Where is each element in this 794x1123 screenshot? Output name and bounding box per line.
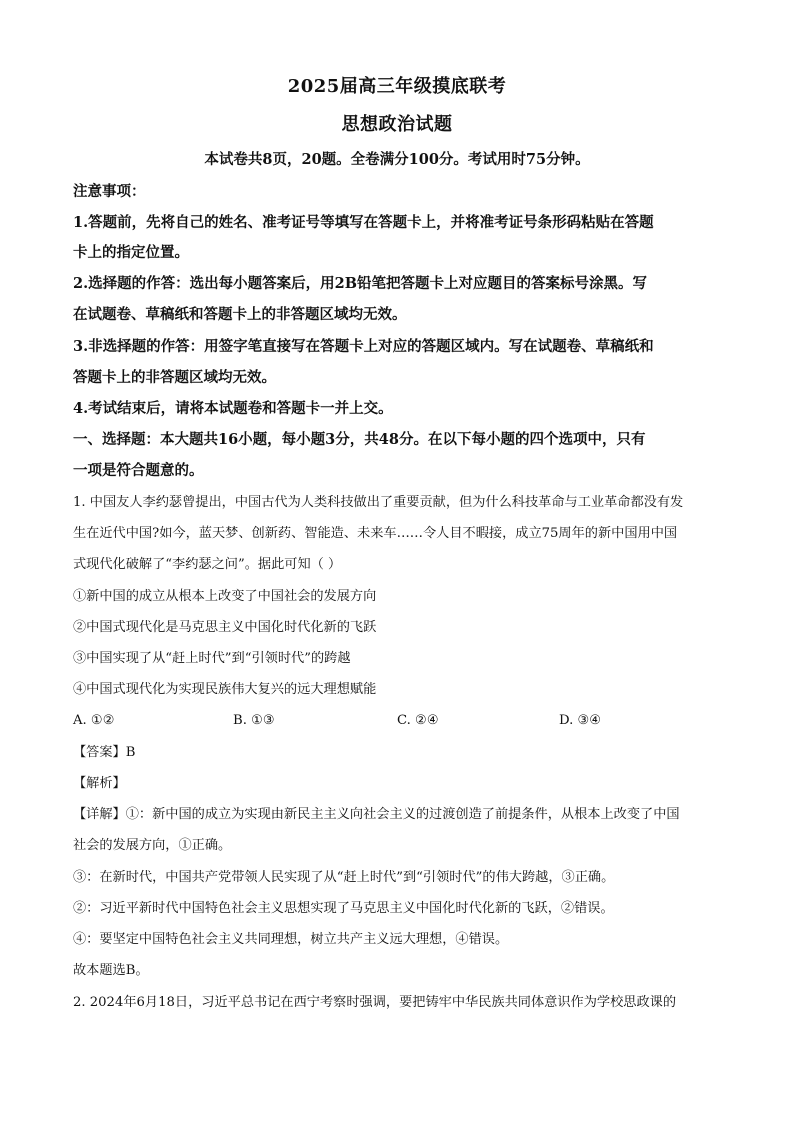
notice-line: 2.选择题的作答：选出每小题答案后，用2B铅笔把答题卡上对应题目的答案标号涂黑。写 <box>73 275 647 292</box>
option-c: C. ②④ <box>397 713 439 728</box>
notice-line: 4.考试结束后，请将本试题卷和答题卡一并上交。 <box>73 400 393 417</box>
question-stem: 2. 2024年6月18日，习近平总书记在西宁考察时强调，要把铸牢中华民族共同体意识作为学校思政课的 <box>73 995 677 1010</box>
statement: ③中国实现了从“赶上时代”到“引领时代”的跨越 <box>73 651 351 666</box>
exam-title: 2025届高三年级摸底联考 <box>287 76 507 97</box>
notice-line: 卡上的指定位置。 <box>73 244 189 261</box>
analysis-line: 【详解】①：新中国的成立为实现由新民主主义向社会主义的过渡创造了前提条件，从根本上改变了中国 <box>73 807 680 822</box>
section-heading: 一项是符合题意的。 <box>73 462 204 479</box>
question-stem: 生在近代中国?如今，蓝天梦、创新药、智能造、未来车……令人目不暇接，成立75周年的新中国用中国 <box>73 526 678 541</box>
option-d: D. ③④ <box>559 713 602 728</box>
statement: ④中国式现代化为实现民族伟大复兴的远大理想赋能 <box>73 682 377 697</box>
notice-heading: 注意事项： <box>73 183 146 200</box>
question-stem: 式现代化破解了“李约瑟之问”。据此可知（ ） <box>73 557 342 572</box>
analysis-line: ③：在新时代，中国共产党带领人民实现了从“赶上时代”到“引领时代”的伟大跨越，③正确。 <box>73 870 615 885</box>
question-stem: 1. 中国友人李约瑟曾提出，中国古代为人类科技做出了重要贡献，但为什么科技革命与工业革命都没有发 <box>73 495 684 510</box>
option-a: A. ①② <box>73 713 115 728</box>
notice-line: 在试题卷、草稿纸和答题卡上的非答题区域均无效。 <box>73 306 407 323</box>
section-heading: 一、选择题：本大题共16小题，每小题3分，共48分。在以下每小题的四个选项中，只有 <box>73 431 646 448</box>
conclusion-line: 故本题选B。 <box>73 963 149 978</box>
answer-line: 【答案】B <box>73 745 136 760</box>
statement: ②中国式现代化是马克思主义中国化时代化新的飞跃 <box>73 620 377 635</box>
statement: ①新中国的成立从根本上改变了中国社会的发展方向 <box>73 589 377 604</box>
notice-line: 答题卡上的非答题区域均无效。 <box>73 369 276 386</box>
analysis-line: ④：要坚定中国特色社会主义共同理想，树立共产主义远大理想，④错误。 <box>73 932 509 947</box>
notice-line: 3.非选择题的作答：用签字笔直接写在答题卡上对应的答题区域内。写在试题卷、草稿纸和 <box>73 338 654 355</box>
option-b: B. ①③ <box>233 713 275 728</box>
analysis-heading: 【解析】 <box>73 776 126 791</box>
notice-line: 1.答题前，先将自己的姓名、准考证号等填写在答题卡上，并将准考证号条形码粘贴在答题 <box>73 214 654 231</box>
exam-info: 本试卷共8页，20题。全卷满分100分。考试用时75分钟。 <box>204 151 590 168</box>
subject-title: 思想政治试题 <box>341 114 453 135</box>
analysis-line: 社会的发展方向，①正确。 <box>73 838 232 853</box>
analysis-line: ②：习近平新时代中国特色社会主义思想实现了马克思主义中国化时代化新的飞跃，②错误。 <box>73 901 614 916</box>
